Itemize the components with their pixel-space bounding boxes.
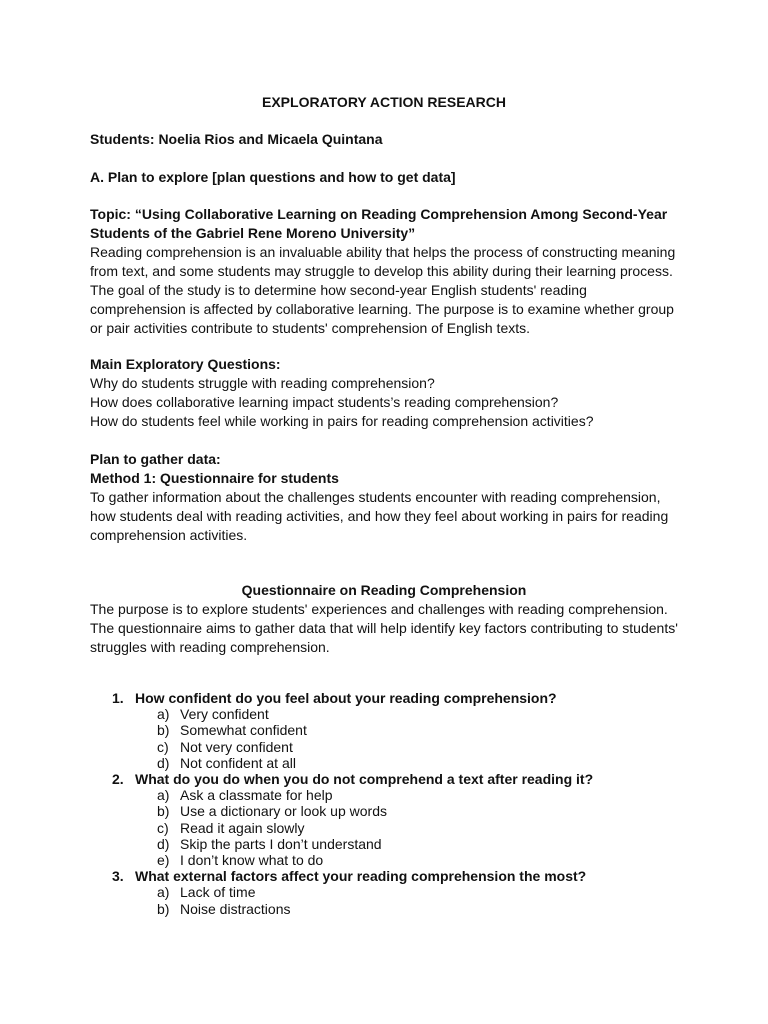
option-letter: c) (157, 738, 169, 755)
option-letter: d) (157, 835, 170, 852)
method1-line: how students deal with reading activities, and how they feel about working in pairs for reading (90, 508, 669, 524)
question-number: 1. (112, 690, 124, 706)
questionnaire-line: struggles with reading comprehension. (90, 639, 330, 655)
intro-line: The goal of the study is to determine how second-year English students' reading (90, 282, 587, 298)
question-item (90, 868, 690, 917)
intro-line: or pair activities contribute to students' comprehension of English texts. (90, 320, 531, 336)
question-item (90, 771, 690, 868)
option-item (90, 852, 690, 868)
option-letter: e) (157, 852, 170, 869)
questionnaire-line: The questionnaire aims to gather data that will help identify key factors contributing to students' (90, 620, 678, 636)
question-text: What do you do when you do not comprehend a text after reading it? (135, 771, 594, 788)
option-text: Not very confident (180, 738, 293, 755)
option-text: Somewhat confident (180, 722, 307, 739)
plan-heading: Plan to gather data: (90, 451, 221, 467)
options-list (90, 706, 690, 771)
topic-line: Students of the Gabriel Rene Moreno University” (90, 225, 416, 241)
option-letter: c) (157, 819, 169, 836)
main-question: How does collaborative learning impact students’s reading comprehension? (90, 394, 559, 410)
question-number: 3. (112, 868, 124, 885)
section-a-heading: A. Plan to explore [plan questions and how to get data] (90, 169, 456, 185)
question-item (90, 690, 690, 771)
students-line: Students: Noelia Rios and Micaela Quintana (90, 131, 383, 147)
intro-line: comprehension is affected by collaborative learning. The purpose is to examine whether group (90, 301, 674, 317)
questionnaire-intro (90, 600, 680, 657)
option-text: Read it again slowly (180, 819, 305, 836)
main-questions-block (90, 355, 680, 431)
options-list (90, 787, 690, 868)
option-item (90, 706, 690, 722)
question-text: What external factors affect your reading comprehension the most? (135, 868, 587, 885)
option-item (90, 755, 690, 771)
option-letter: b) (157, 722, 170, 739)
main-question: How do students feel while working in pairs for reading comprehension activities? (90, 413, 594, 429)
option-letter: a) (157, 884, 170, 901)
topic-line: Topic: “Using Collaborative Learning on Reading Comprehension Among Second-Year (90, 206, 668, 222)
option-item (90, 820, 690, 836)
option-text: Lack of time (180, 884, 256, 901)
option-item (90, 739, 690, 755)
option-letter: b) (157, 803, 170, 820)
topic-block (90, 205, 680, 338)
intro-line: Reading comprehension is an invaluable ability that helps the process of constructing meaning (90, 244, 676, 260)
option-text: Skip the parts I don’t understand (180, 835, 382, 852)
questions-list (90, 690, 690, 917)
question-text: How confident do you feel about your reading comprehension? (135, 690, 557, 706)
options-list (90, 884, 690, 916)
option-text: Use a dictionary or look up words (180, 803, 387, 820)
option-text: Not confident at all (180, 754, 296, 771)
option-item (90, 787, 690, 803)
question-number: 2. (112, 771, 124, 788)
plan-block (90, 450, 680, 545)
option-item (90, 836, 690, 852)
option-item (90, 722, 690, 738)
option-text: Ask a classmate for help (180, 787, 333, 804)
option-item (90, 901, 690, 917)
option-text: Very confident (180, 706, 269, 723)
method1-line: comprehension activities. (90, 527, 248, 543)
option-letter: a) (157, 787, 170, 804)
questionnaire-title: Questionnaire on Reading Comprehension (241, 582, 527, 598)
option-text: I don’t know what to do (180, 852, 324, 869)
questionnaire-line: The purpose is to explore students' experiences and challenges with reading comprehension. (90, 601, 668, 617)
option-item (90, 803, 690, 819)
method1-heading: Method 1: Questionnaire for students (90, 470, 339, 486)
document-title: EXPLORATORY ACTION RESEARCH (262, 94, 506, 110)
method1-line: To gather information about the challenges students encounter with reading comprehension, (90, 489, 661, 505)
option-item (90, 884, 690, 900)
intro-line: from text, and some students may struggle to develop this ability during their learning process. (90, 263, 673, 279)
option-letter: a) (157, 706, 170, 723)
option-letter: d) (157, 754, 170, 771)
option-letter: b) (157, 900, 170, 917)
main-questions-heading: Main Exploratory Questions: (90, 356, 281, 372)
main-question: Why do students struggle with reading comprehension? (90, 375, 435, 391)
option-text: Noise distractions (180, 900, 291, 917)
